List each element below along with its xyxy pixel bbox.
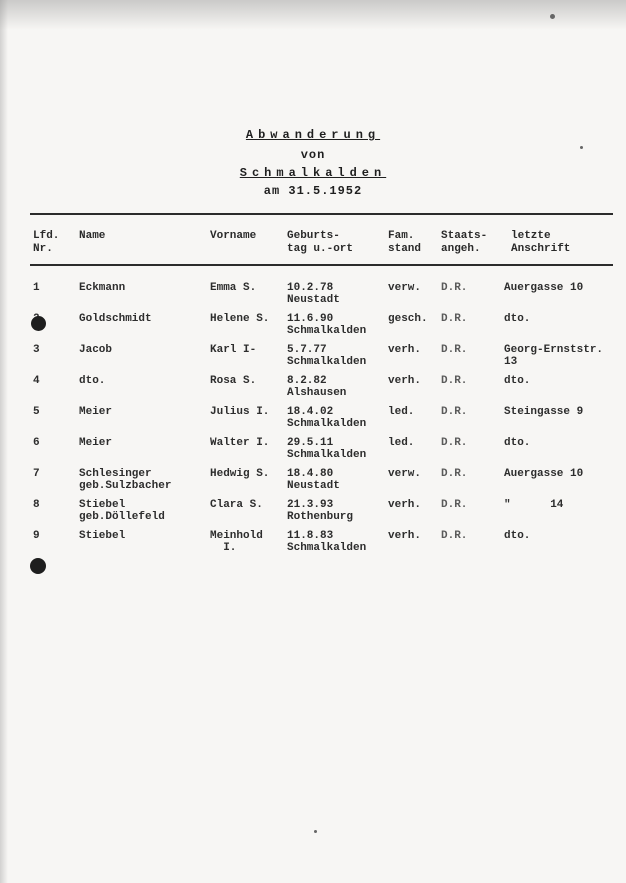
- row-staatsangeh: D.R.: [441, 437, 468, 449]
- row-staatsangeh: D.R.: [441, 282, 468, 294]
- row-name: Schlesinger geb.Sulzbacher: [79, 468, 172, 492]
- row-anschrift: Steingasse 9: [504, 406, 584, 418]
- row-staatsangeh: D.R.: [441, 499, 468, 511]
- row-geburt: 21.3.93 Rothenburg: [287, 499, 354, 523]
- title-line-1: Abwanderung: [245, 128, 381, 142]
- header-name: Name: [79, 230, 106, 242]
- row-vorname: Rosa S.: [210, 375, 257, 387]
- row-anschrift: dto.: [504, 437, 531, 449]
- row-geburt: 8.2.82 Alshausen: [287, 375, 347, 399]
- row-anschrift: Georg-Ernststr. 13: [504, 344, 604, 368]
- row-number: 6: [33, 437, 40, 449]
- row-vorname: Hedwig S.: [210, 468, 270, 480]
- row-number: 4: [33, 375, 40, 387]
- row-name: Meier: [79, 406, 113, 418]
- row-name: Jacob: [79, 344, 113, 356]
- row-famstand: verw.: [388, 468, 422, 480]
- header-geburt: Geburts- tag u.-ort: [287, 230, 354, 255]
- header-vorname: Vorname: [210, 230, 257, 242]
- header-anschrift: letzte Anschrift: [511, 230, 571, 255]
- ink-blot: [30, 558, 46, 574]
- row-geburt: 29.5.11 Schmalkalden: [287, 437, 367, 461]
- row-number: 5: [33, 406, 40, 418]
- title-line-4: am 31.5.1952: [263, 184, 363, 198]
- row-number: 1: [33, 282, 40, 294]
- row-vorname: Karl I-: [210, 344, 257, 356]
- row-name: Meier: [79, 437, 113, 449]
- row-staatsangeh: D.R.: [441, 468, 468, 480]
- row-famstand: led.: [388, 437, 415, 449]
- row-number: 9: [33, 530, 40, 542]
- row-famstand: led.: [388, 406, 415, 418]
- row-geburt: 10.2.78 Neustadt: [287, 282, 340, 306]
- header-staatsangeh: Staats- angeh.: [441, 230, 488, 255]
- row-vorname: Clara S.: [210, 499, 263, 511]
- dust-speck: [314, 830, 317, 833]
- row-vorname: Helene S.: [210, 313, 270, 325]
- row-anschrift: dto.: [504, 530, 531, 542]
- row-anschrift: " 14: [504, 499, 564, 511]
- row-name: dto.: [79, 375, 106, 387]
- row-vorname: Julius I.: [210, 406, 270, 418]
- title-line-3: Schmalkalden: [239, 166, 387, 180]
- row-geburt: 5.7.77 Schmalkalden: [287, 344, 367, 368]
- row-geburt: 18.4.02 Schmalkalden: [287, 406, 367, 430]
- row-anschrift: dto.: [504, 375, 531, 387]
- row-staatsangeh: D.R.: [441, 406, 468, 418]
- row-number: 7: [33, 468, 40, 480]
- row-famstand: verh.: [388, 344, 422, 356]
- row-anschrift: Auergasse 10: [504, 468, 584, 480]
- header-lfd: Lfd. Nr.: [33, 230, 60, 255]
- row-staatsangeh: D.R.: [441, 344, 468, 356]
- table-header-rule: [30, 264, 613, 266]
- row-famstand: gesch.: [388, 313, 428, 325]
- title-line-2: von: [300, 148, 326, 162]
- row-name: Stiebel: [79, 530, 126, 542]
- row-name: Stiebel geb.Döllefeld: [79, 499, 165, 523]
- row-anschrift: dto.: [504, 313, 531, 325]
- row-geburt: 11.8.83 Schmalkalden: [287, 530, 367, 554]
- row-famstand: verw.: [388, 282, 422, 294]
- table-top-rule: [30, 213, 613, 215]
- row-famstand: verh.: [388, 499, 422, 511]
- row-geburt: 18.4.80 Neustadt: [287, 468, 340, 492]
- dust-speck: [550, 14, 555, 19]
- ink-blot: [31, 316, 46, 331]
- row-staatsangeh: D.R.: [441, 530, 468, 542]
- row-anschrift: Auergasse 10: [504, 282, 584, 294]
- row-vorname: Emma S.: [210, 282, 257, 294]
- scan-shadow-top: [0, 0, 626, 30]
- row-name: Goldschmidt: [79, 313, 152, 325]
- row-geburt: 11.6.90 Schmalkalden: [287, 313, 367, 337]
- row-staatsangeh: D.R.: [441, 313, 468, 325]
- header-famstand: Fam. stand: [388, 230, 422, 255]
- row-number: 3: [33, 344, 40, 356]
- dust-speck: [580, 146, 583, 149]
- row-vorname: Walter I.: [210, 437, 270, 449]
- row-vorname: Meinhold I.: [210, 530, 263, 554]
- row-staatsangeh: D.R.: [441, 375, 468, 387]
- row-famstand: verh.: [388, 530, 422, 542]
- row-famstand: verh.: [388, 375, 422, 387]
- row-name: Eckmann: [79, 282, 126, 294]
- row-number: 8: [33, 499, 40, 511]
